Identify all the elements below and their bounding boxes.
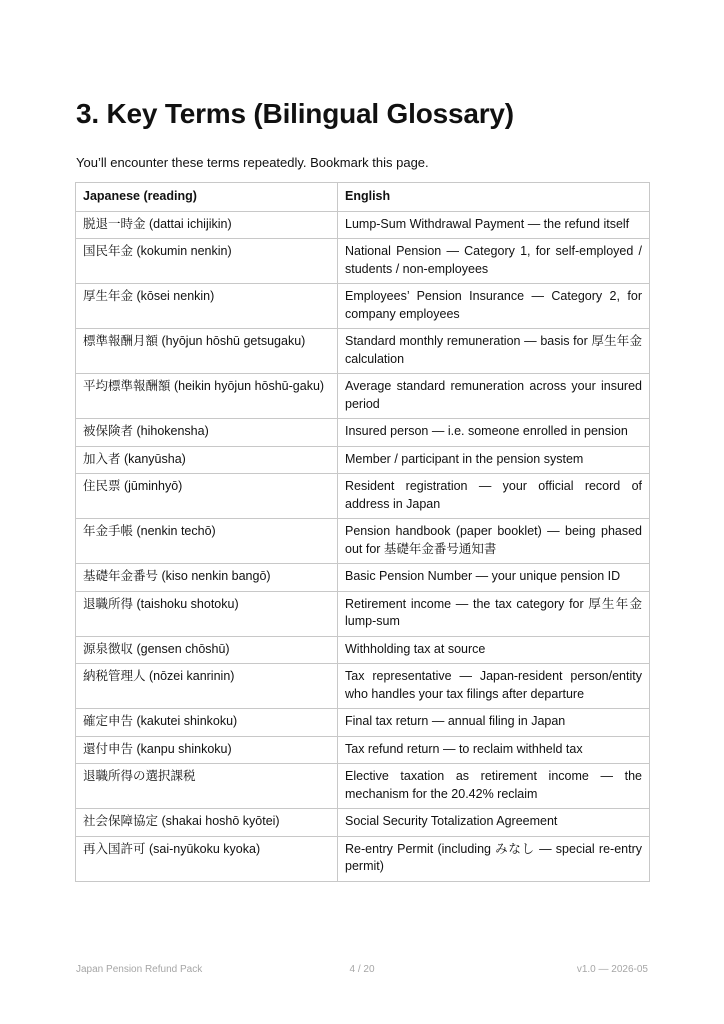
english-definition: Lump-Sum Withdrawal Payment — the refund itself bbox=[338, 211, 650, 239]
table-row bbox=[76, 374, 650, 419]
glossary-table bbox=[75, 182, 650, 882]
english-definition: Retirement income — the tax category for 厚生年金 lump-sum bbox=[338, 591, 650, 636]
english-definition: Insured person — i.e. someone enrolled in pension bbox=[338, 419, 650, 447]
japanese-term: 退職所得の選択課税 bbox=[76, 764, 338, 809]
english-definition: Elective taxation as retirement income — the mechanism for the 20.42% reclaim bbox=[338, 764, 650, 809]
english-definition: Member / participant in the pension system bbox=[338, 446, 650, 474]
table-row bbox=[76, 664, 650, 709]
japanese-term: 確定申告 (kakutei shinkoku) bbox=[76, 709, 338, 737]
japanese-term: 退職所得 (taishoku shotoku) bbox=[76, 591, 338, 636]
table-row bbox=[76, 239, 650, 284]
table-row bbox=[76, 709, 650, 737]
japanese-term: 納税管理人 (nōzei kanrinin) bbox=[76, 664, 338, 709]
table-row bbox=[76, 736, 650, 764]
table-row bbox=[76, 419, 650, 447]
table-row bbox=[76, 329, 650, 374]
table-row bbox=[76, 446, 650, 474]
english-definition: Final tax return — annual filing in Japan bbox=[338, 709, 650, 737]
footer-document-title: Japan Pension Refund Pack bbox=[76, 964, 203, 975]
table-header-row bbox=[76, 183, 650, 212]
table-row bbox=[76, 764, 650, 809]
japanese-term: 源泉徴収 (gensen chōshū) bbox=[76, 636, 338, 664]
english-definition: Tax refund return — to reclaim withheld tax bbox=[338, 736, 650, 764]
column-header-english: English bbox=[338, 183, 650, 212]
japanese-term: 年金手帳 (nenkin techō) bbox=[76, 519, 338, 564]
english-definition: Tax representative — Japan-resident person/entity who handles your tax filings after departure bbox=[338, 664, 650, 709]
english-definition: Basic Pension Number — your unique pension ID bbox=[338, 564, 650, 592]
english-definition: National Pension — Category 1, for self-employed / students / non-employees bbox=[338, 239, 650, 284]
footer-page-number: 4 / 20 bbox=[349, 964, 375, 975]
table-row bbox=[76, 636, 650, 664]
table-row bbox=[76, 211, 650, 239]
section-title: 3. Key Terms (Bilingual Glossary) bbox=[76, 98, 514, 129]
intro-text: You’ll encounter these terms repeatedly. Bookmark this page. bbox=[76, 155, 429, 170]
table-row bbox=[76, 591, 650, 636]
japanese-term: 脱退一時金 (dattai ichijikin) bbox=[76, 211, 338, 239]
english-definition: Standard monthly remuneration — basis for 厚生年金 calculation bbox=[338, 329, 650, 374]
english-definition: Pension handbook (paper booklet) — being phased out for 基礎年金番号通知書 bbox=[338, 519, 650, 564]
japanese-term: 国民年金 (kokumin nenkin) bbox=[76, 239, 338, 284]
japanese-term: 被保険者 (hihokensha) bbox=[76, 419, 338, 447]
table-row bbox=[76, 564, 650, 592]
japanese-term: 基礎年金番号 (kiso nenkin bangō) bbox=[76, 564, 338, 592]
table-row bbox=[76, 809, 650, 837]
table-row bbox=[76, 519, 650, 564]
japanese-term: 加入者 (kanyūsha) bbox=[76, 446, 338, 474]
japanese-term: 社会保障協定 (shakai hoshō kyōtei) bbox=[76, 809, 338, 837]
english-definition: Social Security Totalization Agreement bbox=[338, 809, 650, 837]
english-definition: Re-entry Permit (including みなし — special re-entry permit) bbox=[338, 836, 650, 881]
english-definition: Resident registration — your official record of address in Japan bbox=[338, 474, 650, 519]
japanese-term: 還付申告 (kanpu shinkoku) bbox=[76, 736, 338, 764]
japanese-term: 住民票 (jūminhyō) bbox=[76, 474, 338, 519]
table-row bbox=[76, 474, 650, 519]
japanese-term: 平均標準報酬額 (heikin hyōjun hōshū-gaku) bbox=[76, 374, 338, 419]
english-definition: Employees’ Pension Insurance — Category 2, for company employees bbox=[338, 284, 650, 329]
english-definition: Average standard remuneration across your insured period bbox=[338, 374, 650, 419]
japanese-term: 再入国許可 (sai-nyūkoku kyoka) bbox=[76, 836, 338, 881]
english-definition: Withholding tax at source bbox=[338, 636, 650, 664]
footer-version: v1.0 — 2026-05 bbox=[576, 964, 648, 975]
japanese-term: 標準報酬月額 (hyōjun hōshū getsugaku) bbox=[76, 329, 338, 374]
table-row bbox=[76, 836, 650, 881]
table-row bbox=[76, 284, 650, 329]
column-header-japanese: Japanese (reading) bbox=[76, 183, 338, 212]
japanese-term: 厚生年金 (kōsei nenkin) bbox=[76, 284, 338, 329]
